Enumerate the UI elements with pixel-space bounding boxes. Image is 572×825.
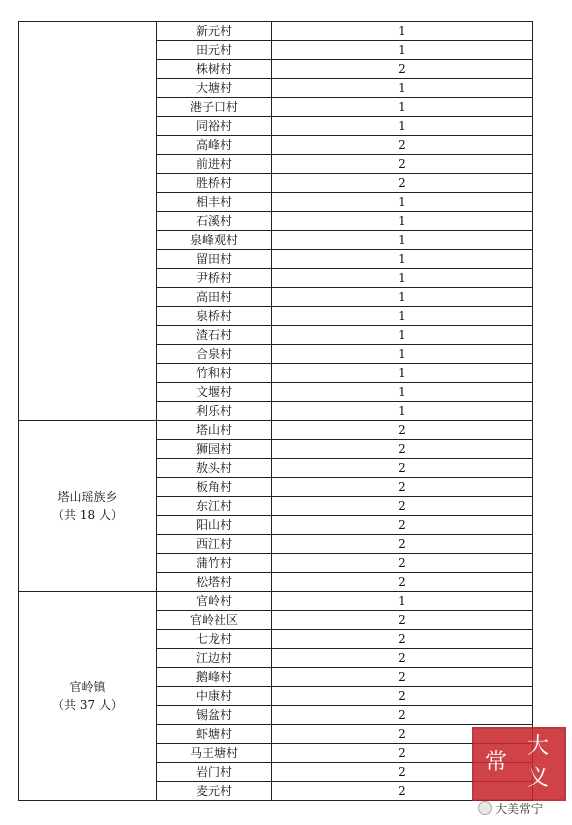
village-count: 1 (272, 212, 533, 231)
village-count: 2 (272, 554, 533, 573)
wechat-watermark (478, 800, 543, 817)
village-count: 2 (272, 706, 533, 725)
wechat-icon (478, 801, 492, 815)
village-count: 1 (272, 79, 533, 98)
village-name: 田元村 (157, 41, 272, 60)
village-name: 鹅峰村 (157, 668, 272, 687)
village-name: 大塘村 (157, 79, 272, 98)
village-name: 留田村 (157, 250, 272, 269)
village-count: 1 (272, 250, 533, 269)
village-name: 江边村 (157, 649, 272, 668)
village-count: 2 (272, 516, 533, 535)
table-row (19, 22, 533, 41)
village-name: 中康村 (157, 687, 272, 706)
village-name: 泉桥村 (157, 307, 272, 326)
village-name: 胜桥村 (157, 174, 272, 193)
town-total: （共 37 人） (52, 698, 123, 712)
village-name: 马王塘村 (157, 744, 272, 763)
village-name: 虾塘村 (157, 725, 272, 744)
village-count: 2 (272, 535, 533, 554)
village-roster-table (18, 21, 533, 801)
village-name: 前进村 (157, 155, 272, 174)
village-name: 文堰村 (157, 383, 272, 402)
village-name: 泉峰观村 (157, 231, 272, 250)
village-name: 高峰村 (157, 136, 272, 155)
village-count: 2 (272, 440, 533, 459)
town-name: 官岭镇 (69, 680, 106, 694)
village-count: 2 (272, 763, 533, 782)
seal-char: 义 (526, 766, 549, 791)
village-name: 狮园村 (157, 440, 272, 459)
village-count: 1 (272, 326, 533, 345)
village-name: 石溪村 (157, 212, 272, 231)
village-count: 1 (272, 307, 533, 326)
village-name: 同裕村 (157, 117, 272, 136)
village-name: 锡盆村 (157, 706, 272, 725)
village-count: 2 (272, 60, 533, 79)
village-count: 1 (272, 402, 533, 421)
village-count: 1 (272, 383, 533, 402)
roster-body (19, 22, 533, 801)
village-count: 1 (272, 269, 533, 288)
village-count: 1 (272, 193, 533, 212)
village-count: 2 (272, 136, 533, 155)
village-name: 合泉村 (157, 345, 272, 364)
village-name: 竹和村 (157, 364, 272, 383)
village-count: 2 (272, 611, 533, 630)
village-name: 官岭社区 (157, 611, 272, 630)
village-count: 2 (272, 630, 533, 649)
town-name: 塔山瑶族乡 (57, 490, 118, 504)
watermark-text: 大美常宁 (495, 802, 544, 816)
village-count: 1 (272, 98, 533, 117)
village-count: 2 (272, 744, 533, 763)
village-count: 2 (272, 155, 533, 174)
village-count: 1 (272, 364, 533, 383)
village-name: 尹桥村 (157, 269, 272, 288)
village-name: 西江村 (157, 535, 272, 554)
village-count: 2 (272, 687, 533, 706)
village-count: 2 (272, 782, 533, 801)
town-cell (19, 421, 157, 592)
village-name: 岩门村 (157, 763, 272, 782)
village-name: 官岭村 (157, 592, 272, 611)
village-name: 新元村 (157, 22, 272, 41)
village-name: 塔山村 (157, 421, 272, 440)
village-count: 1 (272, 288, 533, 307)
village-name: 渣石村 (157, 326, 272, 345)
village-count: 2 (272, 649, 533, 668)
village-count: 1 (272, 592, 533, 611)
village-name: 松塔村 (157, 573, 272, 592)
village-count: 2 (272, 478, 533, 497)
seal-char: 常 (484, 750, 507, 775)
village-name: 株树村 (157, 60, 272, 79)
village-count: 2 (272, 497, 533, 516)
table-row (19, 421, 533, 440)
town-cell (19, 592, 157, 801)
village-name: 相丰村 (157, 193, 272, 212)
seal-char: 大 (526, 734, 549, 759)
village-count: 2 (272, 421, 533, 440)
village-name: 阳山村 (157, 516, 272, 535)
village-name: 利乐村 (157, 402, 272, 421)
village-count: 2 (272, 725, 533, 744)
village-name: 港子口村 (157, 98, 272, 117)
village-count: 1 (272, 22, 533, 41)
red-seal-stamp (472, 727, 566, 801)
town-total: （共 18 人） (52, 508, 123, 522)
village-name: 敖头村 (157, 459, 272, 478)
town-cell (19, 22, 157, 421)
village-name: 高田村 (157, 288, 272, 307)
village-count: 1 (272, 345, 533, 364)
village-name: 板角村 (157, 478, 272, 497)
village-count: 1 (272, 231, 533, 250)
village-count: 2 (272, 573, 533, 592)
village-name: 麦元村 (157, 782, 272, 801)
village-count: 2 (272, 668, 533, 687)
table-row (19, 592, 533, 611)
village-name: 蒲竹村 (157, 554, 272, 573)
village-count: 2 (272, 459, 533, 478)
village-count: 1 (272, 41, 533, 60)
village-name: 东江村 (157, 497, 272, 516)
village-name: 七龙村 (157, 630, 272, 649)
village-count: 1 (272, 117, 533, 136)
village-count: 2 (272, 174, 533, 193)
